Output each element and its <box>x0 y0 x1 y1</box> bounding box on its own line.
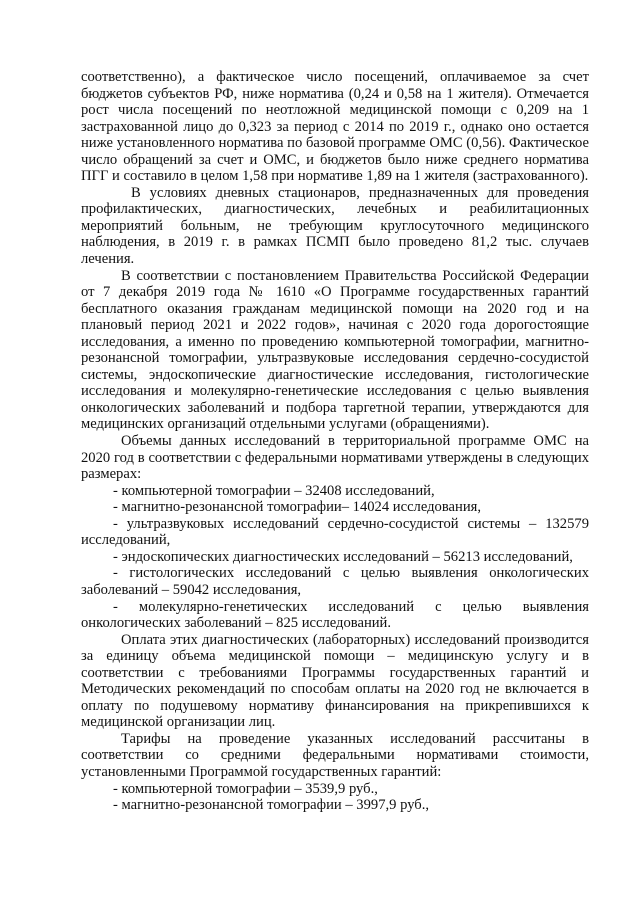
paragraph-visits-statistics: соответственно), а фактическое число посещений, оплачиваемое за счет бюджетов субъектов РФ, ниже норматива (0,24 и 0,58 на 1 жителя). Отмечается рост числа посещений по неотложной медицинской помощи с 0,209 на 1 застрахованной лицо до 0,323 за период с 2014 по 2019 г., однако оно остается ниже установленного норматива по базовой программе ОМС (0,56). Фактическое число обращений за счет и ОМС, и бюджетов было ниже среднего норматива ПГГ и составило в целом 1,58 при нормативе 1,89 на 1 жителя (застрахованного). <box>81 69 589 185</box>
paragraph-tariffs: Тарифы на проведение указанных исследований рассчитаны в соответствии со средними федеральными нормативами стоимости, установленными Программой государственных гарантий: <box>81 730 589 780</box>
list-item-ct-tariff: - компьютерной томографии – 3539,9 руб., <box>113 780 378 797</box>
list-item-ultrasound-volume: - ультразвуковых исследований сердечно-сосудистой системы – 132579 исследований, <box>81 515 589 549</box>
list-item-ct-volume: - компьютерной томографии – 32408 исследований, <box>113 482 435 499</box>
list-item-molecular-genetic-volume: - молекулярно-генетических исследований с целью выявления онкологических заболеваний – 825 исследований. <box>81 598 589 632</box>
list-item-histology-volume: - гистологических исследований с целью выявления онкологических заболеваний – 59042 исследования, <box>81 565 589 598</box>
paragraph-research-volumes: Объемы данных исследований в территориальной программе ОМС на 2020 год в соответствии с федеральными нормативами утверждены в следующих размерах: <box>81 433 589 483</box>
list-item-endoscopy-volume: - эндоскопических диагностических исследований – 56213 исследований, <box>113 548 573 565</box>
document-body <box>81 69 589 814</box>
paragraph-payment: Оплата этих диагностических (лабораторных) исследований производится за единицу объема медицинской помощи – медицинскую услугу и в соответствии с требованиями Программы государственных гарантий и Методических рекомендаций по способам оплаты на 2020 год не включается в оплату по подушевому нормативу финансирования на прикрепившихся к медицинской организации лиц. <box>81 631 589 731</box>
list-item-mri-volume: - магнитно-резонансной томографии– 14024 исследования, <box>113 499 482 516</box>
paragraph-day-hospitals: В условиях дневных стационаров, предназначенных для проведения профилактических, диагностических, лечебных и реабилитационных мероприятий больным, не требующим круглосуточного медицинского наблюдения, в 2019 г. в рамках ПСМП было проведено 81,2 тыс. случаев лечения. <box>81 184 589 268</box>
list-item-mri-tariff: - магнитно-резонансной томографии – 3997,9 руб., <box>113 797 430 814</box>
paragraph-government-decree: В соответствии с постановлением Правительства Российской Федерации от 7 декабря 2019 года № 1610 «О Программе государственных гарантий бесплатного оказания гражданам медицинской помощи на 2020 год и на плановый период 2021 и 2022 годов», начиная с 2020 года дорогостоящие исследования, а именно по проведению компьютерной томографии, магнитно-резонансной томографии, ультразвуковые исследования сердечно-сосудистой системы, эндоскопические диагностические исследования, гистологические исследования и молекулярно-генетические исследования с целью выявления онкологических заболеваний и подбора таргетной терапии, утверждаются для медицинских организаций отдельными услугами (обращениями). <box>81 267 589 433</box>
